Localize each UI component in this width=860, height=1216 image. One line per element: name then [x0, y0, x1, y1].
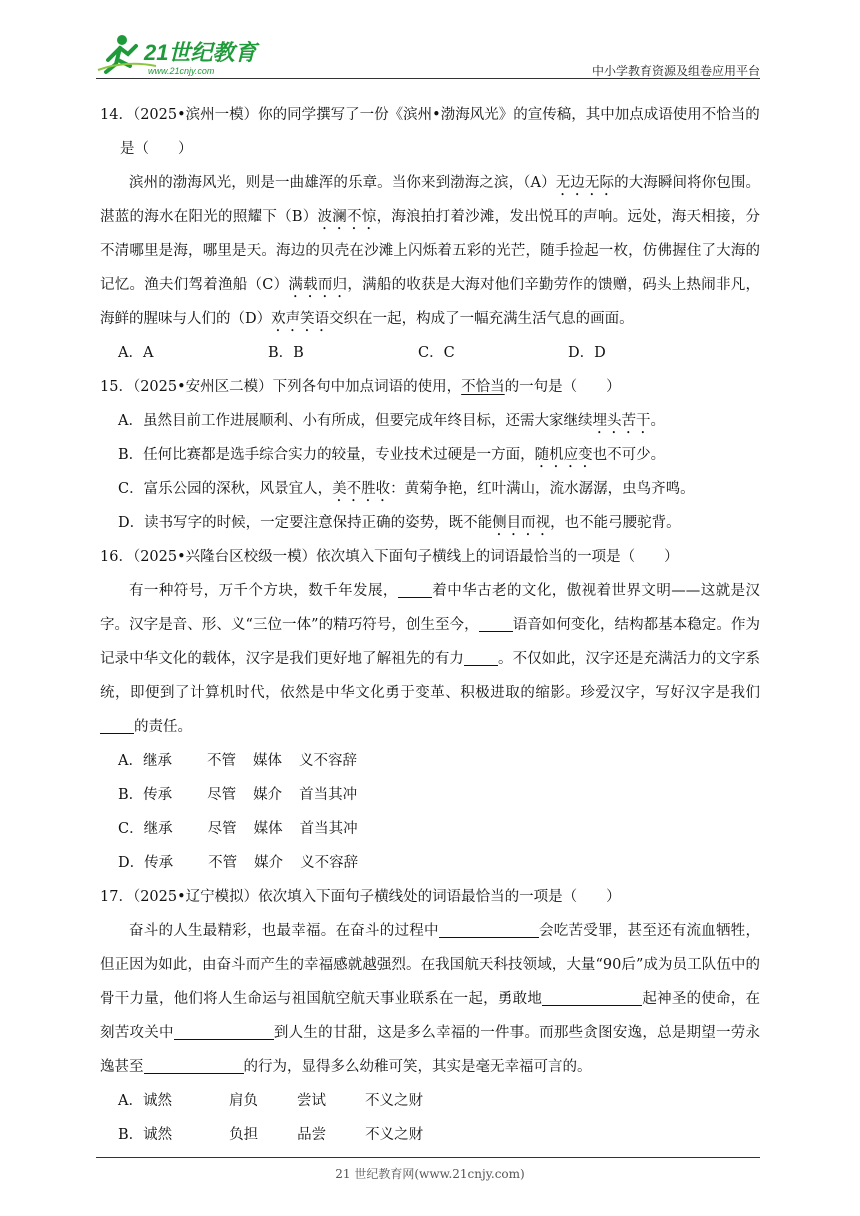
exam-content [100, 98, 760, 1152]
fill-blank-3 [464, 649, 498, 666]
question-16-option-c: C．继承 尽管 媒体 首当其冲 [118, 821, 358, 837]
question-17-stem: 17．（2025•辽宁模拟）依次填入下面句子横线处的词语最恰当的一项是（ ） [100, 889, 621, 905]
dotted-idiom-b: 波澜不惊 [317, 209, 377, 225]
question-17-passage: 奋斗的人生最精彩，也最幸福。在奋斗的过程中 会吃苦受罪，甚至还有流血牺牲，但正因为如此，由奋斗而产生的幸福感就越强烈。在我国航天科技领域，大量“90后”成为员工队伍中的骨干力量，他们将人生命运与祖国航空航天事业联系在一起，勇敢地 起神圣的使命，在刻苦攻关中 到人生的甘甜，这是多么幸福的一件事。而那些贪图安逸，总是期望一劳永逸甚至 的行为，显得多么幼稚可笑，其实是毫无幸福可言的。 [100, 923, 761, 1075]
page-header [96, 30, 760, 82]
question-17-option-a: A．诚然 肩负 尝试 不义之财 [118, 1093, 423, 1109]
fill-blank-4 [100, 717, 134, 734]
question-15-option-b: B．任何比赛都是选手综合实力的较量，专业技术过硬是一方面，随机应变也不可少。 [118, 447, 666, 463]
question-16-option-b: B．传承 尽管 媒介 首当其冲 [118, 787, 358, 803]
fill-blank-1 [439, 921, 539, 938]
header-platform-text: 中小学教育资源及组卷应用平台 [591, 64, 760, 78]
option-c: C．C [418, 345, 455, 361]
footer-divider [96, 1157, 760, 1158]
page-footer: 21 世纪教育网(www.21cnjy.com) [335, 1167, 525, 1181]
dotted-idiom-c: 满载而归 [288, 277, 348, 293]
question-14-options [100, 336, 760, 370]
option-b: B．B [268, 345, 304, 361]
header-divider [96, 78, 760, 79]
logo-text: 21世纪教育 [144, 40, 257, 65]
site-logo [96, 30, 266, 78]
fill-blank-2 [479, 615, 513, 632]
fill-blank-4 [144, 1057, 244, 1074]
question-15-option-d: D．读书写字的时候，一定要注意保持正确的姿势，既不能侧目而视，也不能弓腰驼背。 [118, 515, 681, 531]
fill-blank-3 [174, 1023, 274, 1040]
underlined-word: 不恰当 [461, 379, 505, 395]
question-17-option-b: B．诚然 负担 品尝 不义之财 [118, 1127, 424, 1143]
fill-blank-2 [542, 989, 642, 1006]
question-15-option-a: A．虽然目前工作进展顺利、小有所成，但要完成年终目标，还需大家继续埋头苦干。 [118, 413, 665, 429]
question-15-stem: 15．（2025•安州区二模）下列各句中加点词语的使用，不恰当的一句是（ ） [100, 379, 621, 395]
question-16-passage: 有一种符号，万千个方块，数千年发展， 着中华古老的文化，傲视着世界文明——这就是汉字。汉字是音、形、义“三位一体”的精巧符号，创生至今， 语音如何变化，结构都基本稳定。作为记录中华文化的载体，汉字是我们更好地了解祖先的有力 。不仅如此，汉字还是充满活力的文字系统，即便到了计算机时代，依然是中华文化勇于变革、积极进取的缩影。珍爱汉字，写好汉字是我们的责任。 [100, 583, 761, 735]
question-14-passage: 滨州的渤海风光，则是一曲雄浑的乐章。当你来到渤海之滨，（A）无边无际的大海瞬间将你包围。湛蓝的海水在阳光的照耀下（B）波澜不惊，海浪拍打着沙滩，发出悦耳的声响。远处，海天相接，分不清哪里是海，哪里是天。海边的贝壳在沙滩上闪烁着五彩的光芒，随手捡起一枚，仿佛握住了大海的记忆。渔夫们驾着渔船（C）满载而归，满船的收获是大海对他们辛勤劳作的馈赠，码头上热闹非凡，海鲜的腥味与人们的（D）欢声笑语交织在一起，构成了一幅充满生活气息的画面。 [100, 175, 761, 327]
question-16-option-d: D．传承 不管 媒介 义不容辞 [118, 855, 359, 871]
dotted-idiom-d: 欢声笑语 [271, 311, 330, 327]
fill-blank-1 [398, 581, 432, 598]
question-16-stem: 16．（2025•兴隆台区校级一模）依次填入下面句子横线上的词语最恰当的一项是（ ） [100, 549, 679, 565]
question-14-stem: 14．（2025•滨州一模）你的同学撰写了一份《滨州•渤海风光》的宣传稿，其中加点成语使用不恰当的是（ ） [100, 107, 760, 157]
dotted-idiom-a: 无边无际 [555, 175, 615, 191]
logo-url: www.21cnjy.com [148, 66, 215, 76]
question-16-option-a: A．继承 不管 媒体 义不容辞 [118, 753, 357, 769]
question-15-option-c: C．富乐公园的深秋，风景宜人，美不胜收：黄菊争艳，红叶满山，流水潺潺，虫鸟齐鸣。 [118, 481, 695, 497]
option-d: D．D [568, 345, 606, 361]
option-a: A．A [118, 345, 154, 361]
